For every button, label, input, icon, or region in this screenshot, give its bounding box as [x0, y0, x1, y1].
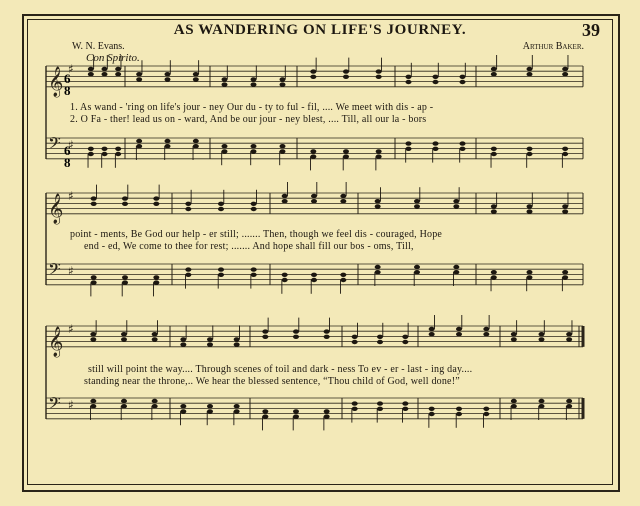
note-head [153, 280, 159, 284]
note-head [115, 147, 121, 151]
note-head [152, 399, 158, 403]
note-head [102, 152, 108, 156]
note-head [491, 72, 497, 76]
note-head [207, 409, 213, 413]
sharp-icon: ♯ [68, 189, 74, 203]
note-head [234, 404, 240, 408]
note-head [193, 144, 199, 148]
note-head [433, 147, 439, 151]
note-head [251, 144, 257, 148]
note-head [406, 75, 412, 79]
note-head [414, 270, 420, 274]
note-head [121, 337, 127, 341]
note-head [352, 340, 358, 344]
note-head [222, 144, 228, 148]
note-head [280, 77, 286, 81]
bass-time-signature-bottom: 8 [64, 155, 71, 170]
note-head [251, 207, 257, 211]
note-head [491, 209, 497, 213]
note-head [251, 82, 257, 86]
treble-clef-icon: 𝄞 [48, 326, 64, 357]
note-head [456, 412, 462, 416]
note-head [402, 401, 408, 405]
hymn-title: AS WANDERING ON LIFE'S JOURNEY. [173, 22, 467, 38]
note-head [453, 265, 459, 269]
note-head [324, 335, 330, 339]
note-head [402, 335, 408, 339]
note-head [311, 199, 317, 203]
note-head [460, 141, 466, 145]
page-number: 39 [582, 20, 600, 40]
note-head [340, 199, 346, 203]
note-head [185, 273, 191, 277]
time-signature-top: 6 [64, 71, 71, 86]
note-head [511, 332, 517, 336]
note-head [90, 337, 96, 341]
note-head [122, 196, 128, 200]
note-head [375, 204, 381, 208]
note-head [376, 75, 382, 79]
note-head [460, 147, 466, 151]
note-head [456, 332, 462, 336]
note-head [491, 147, 497, 151]
note-head [251, 149, 257, 153]
note-head [136, 72, 142, 76]
note-head [102, 147, 108, 151]
note-head [311, 273, 317, 277]
note-head [222, 77, 228, 81]
note-head [453, 204, 459, 208]
note-head [310, 149, 316, 153]
note-head [352, 335, 358, 339]
note-head [280, 144, 286, 148]
note-head [539, 399, 545, 403]
note-head [375, 199, 381, 203]
note-head [527, 275, 533, 279]
note-head [324, 409, 330, 413]
note-head [406, 141, 412, 145]
note-head [180, 409, 186, 413]
note-head [511, 399, 517, 403]
note-head [539, 404, 545, 408]
sharp-icon: ♯ [68, 398, 74, 412]
note-head [193, 72, 199, 76]
note-head [121, 399, 127, 403]
note-head [122, 280, 128, 284]
note-head [234, 409, 240, 413]
note-head [207, 404, 213, 408]
note-head [88, 67, 94, 71]
note-head [115, 67, 121, 71]
note-head [377, 340, 383, 344]
note-head [251, 267, 257, 271]
note-head [562, 270, 568, 274]
note-head [185, 267, 191, 271]
note-head [343, 149, 349, 153]
note-head [193, 139, 199, 143]
note-head [377, 407, 383, 411]
note-head [324, 414, 330, 418]
note-head [566, 337, 572, 341]
note-head [88, 72, 94, 76]
note-head [293, 409, 299, 413]
note-head [218, 267, 224, 271]
note-head [310, 154, 316, 158]
treble-clef-icon: 𝄞 [48, 66, 64, 97]
note-head [180, 337, 186, 341]
note-head [340, 278, 346, 282]
note-head [429, 407, 435, 411]
note-head [165, 139, 171, 143]
note-head [562, 147, 568, 151]
note-head [293, 335, 299, 339]
note-head [91, 202, 97, 206]
bass-clef-icon: 𝄢 [48, 133, 61, 157]
note-head [460, 80, 466, 84]
note-head [293, 414, 299, 418]
note-head [280, 82, 286, 86]
note-head [343, 75, 349, 79]
note-head [165, 144, 171, 148]
note-head [165, 77, 171, 81]
note-head [136, 144, 142, 148]
note-head [491, 152, 497, 156]
note-head [153, 275, 159, 279]
note-head [311, 278, 317, 282]
note-head [340, 194, 346, 198]
note-head [91, 275, 97, 279]
note-head [375, 270, 381, 274]
note-head [429, 327, 435, 331]
note-head [121, 332, 127, 336]
sharp-icon: ♯ [68, 138, 74, 152]
note-head [180, 404, 186, 408]
note-head [527, 270, 533, 274]
note-head [402, 407, 408, 411]
note-head [136, 139, 142, 143]
note-head [324, 329, 330, 333]
note-head [251, 273, 257, 277]
note-head [352, 407, 358, 411]
note-head [340, 273, 346, 277]
note-head [207, 337, 213, 341]
note-head [483, 412, 489, 416]
note-head [310, 69, 316, 73]
note-head [88, 152, 94, 156]
note-head [251, 202, 257, 206]
note-head [527, 152, 533, 156]
note-head [483, 407, 489, 411]
note-head [262, 409, 268, 413]
note-head [562, 72, 568, 76]
note-head [406, 80, 412, 84]
note-head [456, 407, 462, 411]
note-head [102, 72, 108, 76]
lyric-s1-v2: 2. O Fa - ther! lead us on - ward, And be our jour - ney blest, .... Till, all our la - bors [70, 114, 427, 125]
note-head [376, 69, 382, 73]
note-head [251, 77, 257, 81]
note-head [433, 80, 439, 84]
note-head [527, 209, 533, 213]
note-head [376, 154, 382, 158]
note-head [311, 194, 317, 198]
note-head [153, 202, 159, 206]
note-head [222, 82, 228, 86]
note-head [527, 204, 533, 208]
composer-credit: Arthur Baker. [522, 41, 584, 52]
note-head [185, 202, 191, 206]
note-head [433, 141, 439, 145]
note-head [527, 72, 533, 76]
note-head [185, 207, 191, 211]
note-head [562, 209, 568, 213]
note-head [375, 265, 381, 269]
sharp-icon: ♯ [68, 62, 74, 76]
lyric-s3-v1: still will point the way.... Through scenes of toil and dark - ness To ev - er - last - ing day.... [88, 364, 473, 375]
note-head [433, 75, 439, 79]
note-head [234, 337, 240, 341]
note-head [115, 72, 121, 76]
lyric-s2-v1: point - ments, Be God our help - er still; ....... Then, though we feel dis - couraged, Hope [70, 229, 443, 240]
note-head [491, 275, 497, 279]
time-signature-bottom: 8 [64, 83, 71, 98]
note-head [562, 152, 568, 156]
note-head [262, 329, 268, 333]
note-head [539, 337, 545, 341]
note-head [102, 67, 108, 71]
note-head [343, 154, 349, 158]
note-head [282, 194, 288, 198]
note-head [456, 327, 462, 331]
note-head [165, 72, 171, 76]
note-head [483, 332, 489, 336]
treble-clef-icon: 𝄞 [48, 193, 64, 224]
note-head [180, 342, 186, 346]
note-head [414, 265, 420, 269]
note-head [376, 149, 382, 153]
lyricist-credit: W. N. Evans. [72, 41, 125, 52]
note-head [343, 69, 349, 73]
note-head [429, 412, 435, 416]
note-head [218, 202, 224, 206]
lyric-s1-v1: 1. As wand - 'ring on life's jour - ney Our du - ty to ful - fil, .... We meet with dis - ap - [70, 102, 434, 113]
lyric-s3-v2: standing near the throne,.. We hear the blessed sentence, “Thou child of God, well done!” [84, 376, 460, 387]
note-head [115, 152, 121, 156]
note-head [414, 199, 420, 203]
note-head [122, 275, 128, 279]
note-head [218, 207, 224, 211]
note-head [152, 404, 158, 408]
note-head [539, 332, 545, 336]
note-head [222, 149, 228, 153]
note-head [153, 196, 159, 200]
note-head [402, 340, 408, 344]
bass-clef-icon: 𝄢 [48, 259, 61, 283]
bass-clef-icon: 𝄢 [48, 393, 61, 417]
sharp-icon: ♯ [68, 264, 74, 278]
note-head [460, 75, 466, 79]
sharp-icon: ♯ [68, 322, 74, 336]
note-head [527, 147, 533, 151]
note-head [90, 404, 96, 408]
note-head [453, 199, 459, 203]
note-head [562, 275, 568, 279]
note-head [218, 273, 224, 277]
bass-time-signature-top: 6 [64, 143, 71, 158]
note-head [310, 75, 316, 79]
note-head [491, 67, 497, 71]
tempo-marking: Con Spirito. [86, 52, 140, 64]
note-head [280, 149, 286, 153]
note-head [152, 332, 158, 336]
note-head [562, 67, 568, 71]
note-head [193, 77, 199, 81]
note-head [566, 399, 572, 403]
note-head [562, 204, 568, 208]
note-head [90, 399, 96, 403]
note-head [90, 332, 96, 336]
note-head [91, 196, 97, 200]
note-head [207, 342, 213, 346]
note-head [91, 280, 97, 284]
note-head [282, 273, 288, 277]
note-head [566, 404, 572, 408]
note-head [121, 404, 127, 408]
note-head [511, 404, 517, 408]
note-head [566, 332, 572, 336]
note-head [234, 342, 240, 346]
note-head [429, 332, 435, 336]
note-head [491, 204, 497, 208]
note-head [491, 270, 497, 274]
note-head [511, 337, 517, 341]
note-head [352, 401, 358, 405]
note-head [262, 414, 268, 418]
note-head [377, 335, 383, 339]
note-head [282, 278, 288, 282]
note-head [293, 329, 299, 333]
note-head [282, 199, 288, 203]
note-head [136, 77, 142, 81]
note-head [122, 202, 128, 206]
note-head [152, 337, 158, 341]
note-head [88, 147, 94, 151]
note-head [406, 147, 412, 151]
note-head [262, 335, 268, 339]
note-head [453, 270, 459, 274]
note-head [414, 204, 420, 208]
note-head [377, 401, 383, 405]
lyric-s2-v2: end - ed, We come to thee for rest; ....... And hope shall fill our bos - oms, Till, [84, 241, 414, 252]
note-head [483, 327, 489, 331]
note-head [527, 67, 533, 71]
